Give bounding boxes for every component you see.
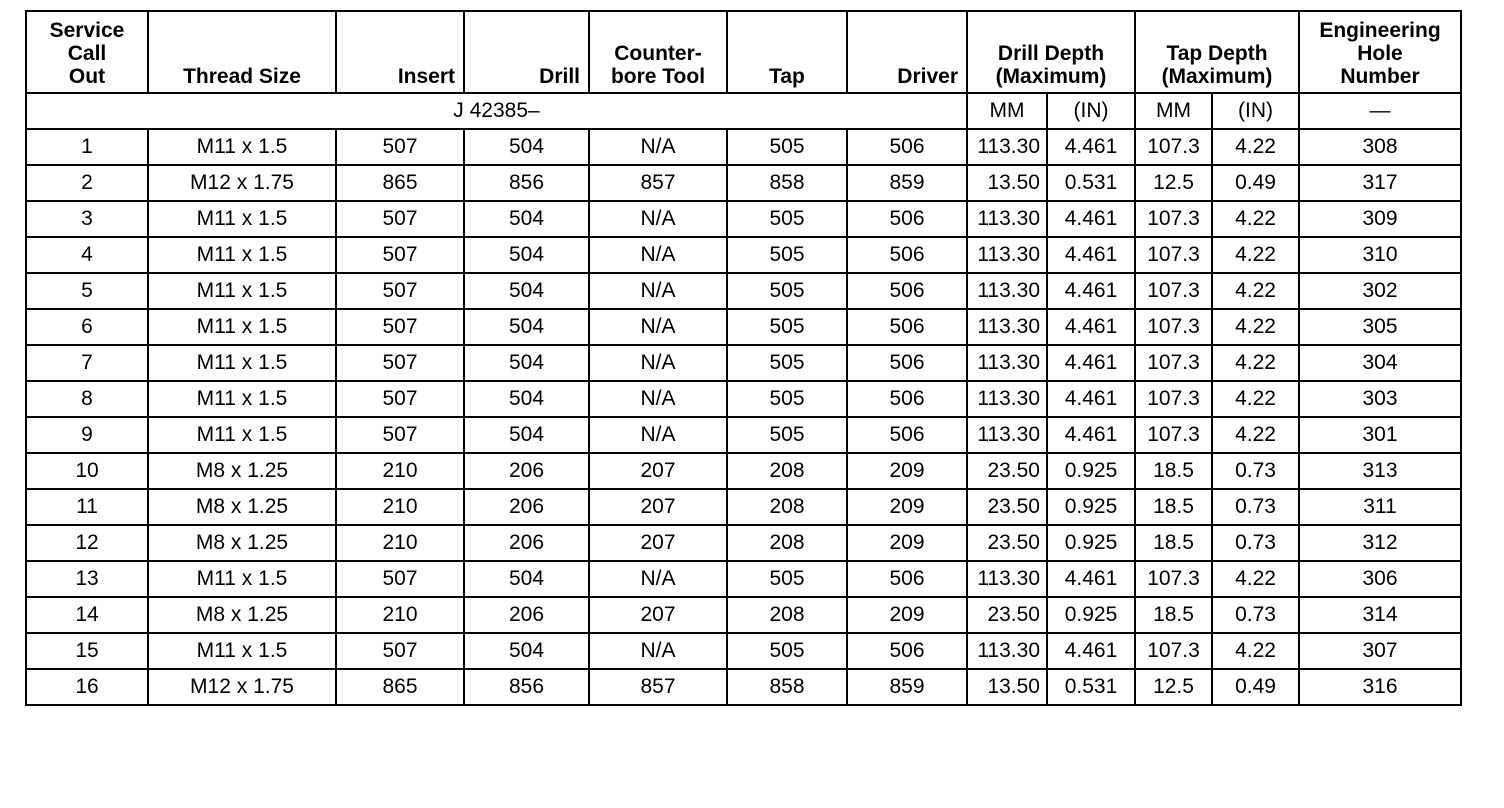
cell-counterbore-tool: 857: [589, 669, 727, 705]
cell-drill-depth-in: 4.461: [1047, 633, 1135, 669]
cell-service-call-out: 3: [26, 201, 148, 237]
cell-thread-size: M11 x 1.5: [148, 417, 336, 453]
cell-tap-depth-mm: 107.3: [1135, 417, 1212, 453]
cell-thread-size: M12 x 1.75: [148, 669, 336, 705]
cell-tap: 858: [727, 165, 847, 201]
cell-tap-depth-in: 0.73: [1212, 489, 1299, 525]
table-row: [26, 165, 1461, 201]
cell-tap: 505: [727, 309, 847, 345]
cell-engineering-hole-number: 317: [1299, 165, 1461, 201]
table-row: [26, 345, 1461, 381]
cell-insert: 865: [336, 165, 464, 201]
header-service-line-1: Service: [49, 19, 125, 42]
cell-tap-depth-mm: 18.5: [1135, 525, 1212, 561]
table-body: [26, 129, 1461, 705]
cell-counterbore-tool: 207: [589, 597, 727, 633]
cell-drill-depth-in: 4.461: [1047, 237, 1135, 273]
cell-drill-depth-mm: 113.30: [967, 345, 1047, 381]
cell-tap: 505: [727, 273, 847, 309]
cell-driver: 209: [847, 525, 967, 561]
cell-engineering-hole-number: 302: [1299, 273, 1461, 309]
cell-tap: 505: [727, 381, 847, 417]
cell-drill-depth-mm: 113.30: [967, 633, 1047, 669]
cell-tap-depth-in: 4.22: [1212, 381, 1299, 417]
cell-driver: 506: [847, 201, 967, 237]
table-row: [26, 669, 1461, 705]
cell-engineering-hole-number: 305: [1299, 309, 1461, 345]
cell-drill-depth-in: 0.925: [1047, 597, 1135, 633]
cell-drill-depth-in: 0.925: [1047, 489, 1135, 525]
cell-thread-size: M8 x 1.25: [148, 489, 336, 525]
header-drill-depth-line-2: (Maximum): [995, 65, 1107, 88]
cell-engineering-hole-number: 311: [1299, 489, 1461, 525]
header-drill: Drill: [464, 11, 589, 93]
table-row: [26, 633, 1461, 669]
cell-drill-depth-in: 4.461: [1047, 381, 1135, 417]
cell-tap-depth-mm: 107.3: [1135, 129, 1212, 165]
cell-insert: 507: [336, 417, 464, 453]
cell-tap: 505: [727, 237, 847, 273]
header-drill-depth: [967, 11, 1135, 93]
cell-tap: 505: [727, 201, 847, 237]
cell-insert: 507: [336, 633, 464, 669]
cell-service-call-out: 7: [26, 345, 148, 381]
cell-thread-size: M11 x 1.5: [148, 273, 336, 309]
cell-tap-depth-in: 4.22: [1212, 201, 1299, 237]
subheader-tap-in: (IN): [1212, 93, 1299, 129]
cell-engineering-hole-number: 316: [1299, 669, 1461, 705]
cell-service-call-out: 12: [26, 525, 148, 561]
cell-drill: 504: [464, 345, 589, 381]
cell-driver: 506: [847, 345, 967, 381]
cell-driver: 209: [847, 453, 967, 489]
cell-drill: 206: [464, 453, 589, 489]
cell-thread-size: M8 x 1.25: [148, 453, 336, 489]
header-tap: Tap: [727, 11, 847, 93]
cell-drill-depth-mm: 113.30: [967, 381, 1047, 417]
table-row: [26, 381, 1461, 417]
subheader-hole-dash: —: [1299, 93, 1461, 129]
cell-counterbore-tool: N/A: [589, 309, 727, 345]
cell-tap-depth-mm: 107.3: [1135, 633, 1212, 669]
cell-counterbore-tool: N/A: [589, 633, 727, 669]
cell-tap-depth-in: 0.73: [1212, 597, 1299, 633]
cell-drill-depth-in: 4.461: [1047, 561, 1135, 597]
cell-tap-depth-mm: 18.5: [1135, 597, 1212, 633]
cell-driver: 859: [847, 165, 967, 201]
cell-tap-depth-mm: 107.3: [1135, 561, 1212, 597]
cell-counterbore-tool: N/A: [589, 201, 727, 237]
cell-counterbore-tool: 207: [589, 489, 727, 525]
cell-tap-depth-in: 4.22: [1212, 309, 1299, 345]
cell-drill: 206: [464, 489, 589, 525]
cell-drill-depth-in: 4.461: [1047, 129, 1135, 165]
table-row: [26, 561, 1461, 597]
header-row: [26, 11, 1461, 93]
header-counterbore-line-2: bore Tool: [610, 65, 706, 88]
cell-thread-size: M11 x 1.5: [148, 633, 336, 669]
cell-drill: 504: [464, 201, 589, 237]
cell-tap: 208: [727, 597, 847, 633]
table-row: [26, 597, 1461, 633]
cell-counterbore-tool: N/A: [589, 561, 727, 597]
cell-service-call-out: 9: [26, 417, 148, 453]
cell-tap: 505: [727, 417, 847, 453]
cell-tap: 505: [727, 633, 847, 669]
table-row: [26, 309, 1461, 345]
cell-drill-depth-in: 4.461: [1047, 309, 1135, 345]
cell-thread-size: M11 x 1.5: [148, 345, 336, 381]
cell-tap-depth-mm: 107.3: [1135, 345, 1212, 381]
cell-driver: 506: [847, 633, 967, 669]
cell-drill: 504: [464, 381, 589, 417]
subheader-tap-mm: MM: [1135, 93, 1212, 129]
cell-engineering-hole-number: 306: [1299, 561, 1461, 597]
table-row: [26, 129, 1461, 165]
header-service-line-3: Out: [68, 65, 106, 88]
cell-tap-depth-in: 0.49: [1212, 165, 1299, 201]
cell-counterbore-tool: N/A: [589, 129, 727, 165]
cell-counterbore-tool: 857: [589, 165, 727, 201]
cell-insert: 507: [336, 237, 464, 273]
cell-service-call-out: 8: [26, 381, 148, 417]
cell-counterbore-tool: N/A: [589, 273, 727, 309]
header-service-line-2: Call: [67, 42, 107, 65]
table-row: [26, 417, 1461, 453]
cell-counterbore-tool: N/A: [589, 237, 727, 273]
cell-drill: 504: [464, 129, 589, 165]
cell-tap-depth-in: 4.22: [1212, 417, 1299, 453]
cell-tap-depth-mm: 18.5: [1135, 453, 1212, 489]
cell-engineering-hole-number: 313: [1299, 453, 1461, 489]
header-engineering-hole-number: [1299, 11, 1461, 93]
cell-tap: 208: [727, 453, 847, 489]
cell-driver: 209: [847, 597, 967, 633]
cell-drill-depth-mm: 113.30: [967, 309, 1047, 345]
cell-drill-depth-mm: 23.50: [967, 597, 1047, 633]
cell-insert: 507: [336, 561, 464, 597]
cell-drill: 856: [464, 165, 589, 201]
cell-drill-depth-in: 0.531: [1047, 165, 1135, 201]
header-tap-depth-line-1: Tap Depth: [1166, 42, 1268, 65]
subheader-drill-in: (IN): [1047, 93, 1135, 129]
cell-tap-depth-in: 4.22: [1212, 345, 1299, 381]
cell-drill: 206: [464, 525, 589, 561]
cell-counterbore-tool: 207: [589, 453, 727, 489]
header-driver: Driver: [847, 11, 967, 93]
cell-service-call-out: 6: [26, 309, 148, 345]
cell-insert: 507: [336, 201, 464, 237]
cell-drill-depth-mm: 113.30: [967, 237, 1047, 273]
cell-tap: 858: [727, 669, 847, 705]
table-row: [26, 489, 1461, 525]
cell-insert: 507: [336, 345, 464, 381]
cell-engineering-hole-number: 310: [1299, 237, 1461, 273]
cell-tap-depth-in: 4.22: [1212, 129, 1299, 165]
cell-tap-depth-mm: 18.5: [1135, 489, 1212, 525]
cell-drill: 856: [464, 669, 589, 705]
cell-tap-depth-mm: 107.3: [1135, 237, 1212, 273]
cell-tap-depth-in: 0.73: [1212, 453, 1299, 489]
cell-service-call-out: 11: [26, 489, 148, 525]
cell-drill: 504: [464, 273, 589, 309]
cell-service-call-out: 2: [26, 165, 148, 201]
header-engineering-line-1: Engineering: [1319, 19, 1441, 42]
table-row: [26, 525, 1461, 561]
cell-thread-size: M11 x 1.5: [148, 309, 336, 345]
cell-drill-depth-in: 4.461: [1047, 201, 1135, 237]
cell-insert: 210: [336, 597, 464, 633]
cell-counterbore-tool: N/A: [589, 381, 727, 417]
cell-tap-depth-mm: 107.3: [1135, 381, 1212, 417]
cell-driver: 859: [847, 669, 967, 705]
cell-drill-depth-mm: 113.30: [967, 561, 1047, 597]
table-row: [26, 453, 1461, 489]
cell-service-call-out: 14: [26, 597, 148, 633]
header-tap-depth: [1135, 11, 1299, 93]
cell-engineering-hole-number: 309: [1299, 201, 1461, 237]
cell-drill-depth-in: 4.461: [1047, 417, 1135, 453]
cell-thread-size: M12 x 1.75: [148, 165, 336, 201]
cell-tap-depth-in: 4.22: [1212, 237, 1299, 273]
cell-drill: 206: [464, 597, 589, 633]
cell-engineering-hole-number: 312: [1299, 525, 1461, 561]
cell-engineering-hole-number: 304: [1299, 345, 1461, 381]
cell-tap: 208: [727, 489, 847, 525]
header-counterbore-line-1: Counter-: [614, 42, 702, 65]
subheader-drill-mm: MM: [967, 93, 1047, 129]
header-thread-size: Thread Size: [148, 11, 336, 93]
cell-thread-size: M11 x 1.5: [148, 237, 336, 273]
cell-drill: 504: [464, 237, 589, 273]
cell-driver: 506: [847, 237, 967, 273]
header-counterbore-tool: [589, 11, 727, 93]
cell-driver: 506: [847, 381, 967, 417]
header-service-call-out: [26, 11, 148, 93]
cell-engineering-hole-number: 301: [1299, 417, 1461, 453]
cell-drill-depth-mm: 23.50: [967, 525, 1047, 561]
cell-service-call-out: 15: [26, 633, 148, 669]
cell-tap-depth-in: 4.22: [1212, 561, 1299, 597]
cell-driver: 506: [847, 273, 967, 309]
cell-tap-depth-mm: 107.3: [1135, 273, 1212, 309]
cell-driver: 209: [847, 489, 967, 525]
cell-thread-size: M11 x 1.5: [148, 381, 336, 417]
cell-driver: 506: [847, 309, 967, 345]
cell-drill-depth-mm: 113.30: [967, 129, 1047, 165]
cell-counterbore-tool: 207: [589, 525, 727, 561]
cell-thread-size: M11 x 1.5: [148, 129, 336, 165]
cell-tap: 208: [727, 525, 847, 561]
cell-insert: 507: [336, 381, 464, 417]
cell-service-call-out: 13: [26, 561, 148, 597]
cell-tap: 505: [727, 345, 847, 381]
cell-drill-depth-in: 4.461: [1047, 273, 1135, 309]
header-engineering-line-2: Hole: [1357, 42, 1403, 65]
cell-drill-depth-in: 0.925: [1047, 453, 1135, 489]
thread-repair-table: [25, 10, 1462, 706]
cell-tap-depth-mm: 12.5: [1135, 669, 1212, 705]
cell-drill-depth-mm: 113.30: [967, 201, 1047, 237]
cell-tap-depth-in: 4.22: [1212, 633, 1299, 669]
cell-engineering-hole-number: 308: [1299, 129, 1461, 165]
header-insert: Insert: [336, 11, 464, 93]
cell-thread-size: M8 x 1.25: [148, 525, 336, 561]
cell-drill-depth-in: 0.925: [1047, 525, 1135, 561]
cell-tap-depth-mm: 12.5: [1135, 165, 1212, 201]
header-drill-depth-line-1: Drill Depth: [997, 42, 1105, 65]
cell-engineering-hole-number: 314: [1299, 597, 1461, 633]
cell-insert: 507: [336, 309, 464, 345]
cell-driver: 506: [847, 561, 967, 597]
cell-thread-size: M11 x 1.5: [148, 561, 336, 597]
cell-engineering-hole-number: 303: [1299, 381, 1461, 417]
header-engineering-line-3: Number: [1340, 65, 1420, 88]
cell-engineering-hole-number: 307: [1299, 633, 1461, 669]
cell-drill-depth-mm: 13.50: [967, 165, 1047, 201]
cell-tap-depth-mm: 107.3: [1135, 201, 1212, 237]
table-row: [26, 237, 1461, 273]
cell-service-call-out: 16: [26, 669, 148, 705]
cell-tap: 505: [727, 129, 847, 165]
cell-tap-depth-in: 4.22: [1212, 273, 1299, 309]
cell-driver: 506: [847, 417, 967, 453]
header-tap-depth-line-2: (Maximum): [1161, 65, 1273, 88]
cell-service-call-out: 1: [26, 129, 148, 165]
cell-tap: 505: [727, 561, 847, 597]
cell-insert: 210: [336, 489, 464, 525]
cell-insert: 210: [336, 453, 464, 489]
cell-driver: 506: [847, 129, 967, 165]
cell-drill: 504: [464, 633, 589, 669]
table-row: [26, 201, 1461, 237]
cell-tap-depth-in: 0.73: [1212, 525, 1299, 561]
cell-insert: 507: [336, 273, 464, 309]
cell-drill-depth-in: 0.531: [1047, 669, 1135, 705]
cell-drill-depth-mm: 23.50: [967, 453, 1047, 489]
cell-service-call-out: 10: [26, 453, 148, 489]
cell-thread-size: M11 x 1.5: [148, 201, 336, 237]
table-row: [26, 273, 1461, 309]
tool-kit-prefix: J 42385–: [26, 93, 967, 129]
cell-tap-depth-mm: 107.3: [1135, 309, 1212, 345]
cell-thread-size: M8 x 1.25: [148, 597, 336, 633]
cell-insert: 507: [336, 129, 464, 165]
cell-counterbore-tool: N/A: [589, 417, 727, 453]
cell-insert: 210: [336, 525, 464, 561]
cell-insert: 865: [336, 669, 464, 705]
cell-drill-depth-mm: 23.50: [967, 489, 1047, 525]
cell-drill-depth-mm: 113.30: [967, 417, 1047, 453]
subheader-row: [26, 93, 1461, 129]
cell-drill-depth-in: 4.461: [1047, 345, 1135, 381]
cell-service-call-out: 4: [26, 237, 148, 273]
cell-drill-depth-mm: 113.30: [967, 273, 1047, 309]
cell-service-call-out: 5: [26, 273, 148, 309]
cell-drill: 504: [464, 561, 589, 597]
cell-drill: 504: [464, 417, 589, 453]
cell-counterbore-tool: N/A: [589, 345, 727, 381]
cell-drill: 504: [464, 309, 589, 345]
cell-tap-depth-in: 0.49: [1212, 669, 1299, 705]
cell-drill-depth-mm: 13.50: [967, 669, 1047, 705]
